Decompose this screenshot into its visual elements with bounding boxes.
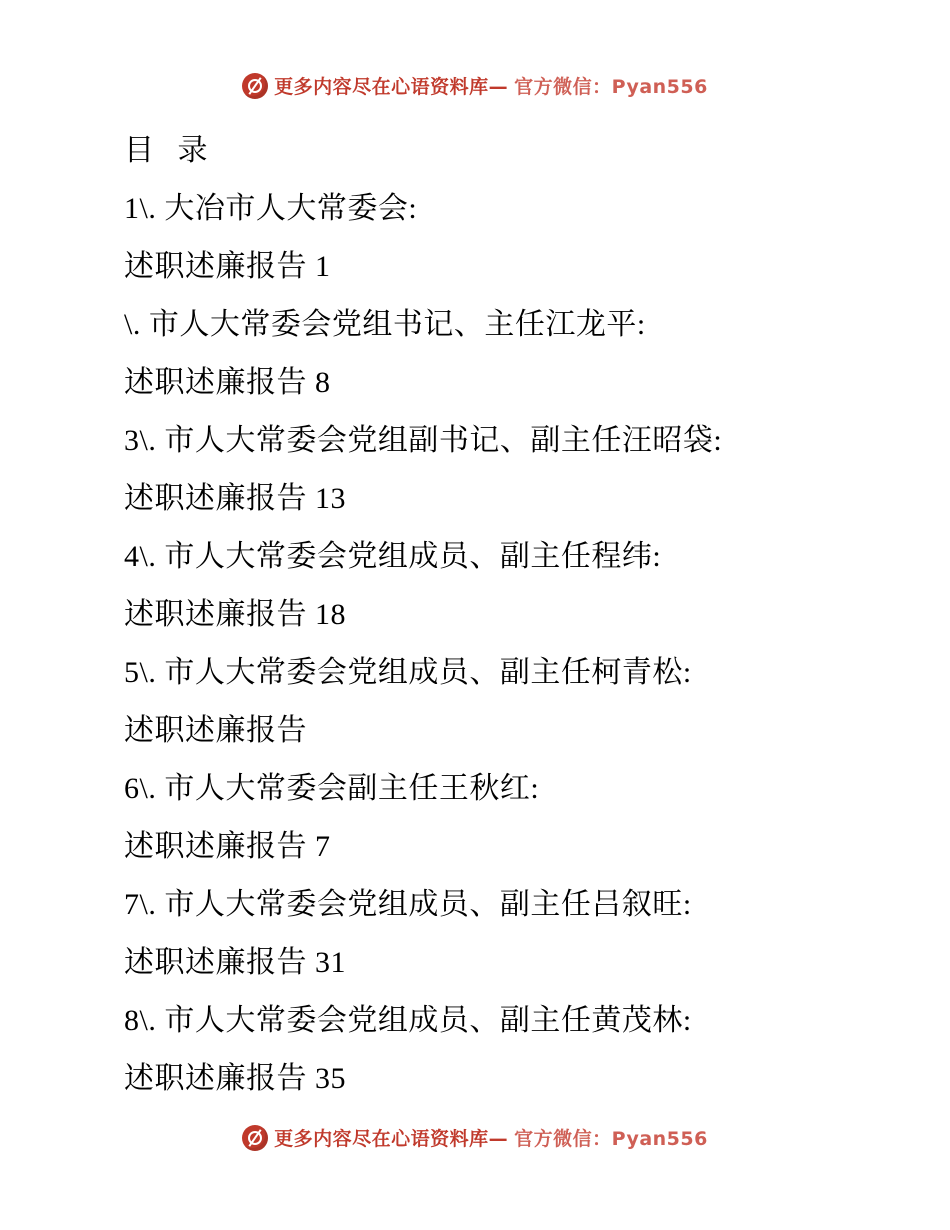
toc-entry-detail-8: 述职述廉报告 35 bbox=[124, 1062, 346, 1095]
toc-entry-detail-7: 述职述廉报告 31 bbox=[124, 946, 346, 979]
toc-entry-heading-2: \. 市人大常委会党组书记、主任江龙平: bbox=[124, 308, 646, 341]
toc-entry-detail-2: 述职述廉报告 8 bbox=[124, 366, 331, 399]
toc-entry-detail-3: 述职述廉报告 13 bbox=[124, 482, 346, 515]
document-content bbox=[124, 122, 864, 1108]
toc-entry-heading-3: 3\. 市人大常委会党组副书记、副主任汪昭袋: bbox=[124, 424, 723, 457]
toc-entry-detail-4: 述职述廉报告 18 bbox=[124, 598, 346, 631]
toc-entry-detail-6: 述职述廉报告 7 bbox=[124, 830, 331, 863]
watermark-sub-text: 官方微信：Pyan556 bbox=[514, 76, 708, 98]
watermark-top bbox=[0, 72, 950, 99]
circle-logo-icon bbox=[242, 73, 268, 99]
toc-entry-heading-7: 7\. 市人大常委会党组成员、副主任吕叙旺: bbox=[124, 888, 692, 921]
circle-logo-icon bbox=[242, 1125, 268, 1151]
page-title: 目 录 bbox=[124, 134, 216, 167]
toc-entry-heading-8: 8\. 市人大常委会党组成员、副主任黄茂林: bbox=[124, 1004, 692, 1037]
watermark-bottom bbox=[0, 1124, 950, 1151]
toc-entry-heading-1: 1\. 大冶市人大常委会: bbox=[124, 192, 418, 225]
watermark-sub-text: 官方微信：Pyan556 bbox=[514, 1128, 708, 1150]
toc-entry-heading-6: 6\. 市人大常委会副主任王秋红: bbox=[124, 772, 540, 805]
toc-entry-heading-5: 5\. 市人大常委会党组成员、副主任柯青松: bbox=[124, 656, 692, 689]
toc-entry-detail-5: 述职述廉报告 bbox=[124, 714, 307, 747]
toc-entry-detail-1: 述职述廉报告 1 bbox=[124, 250, 331, 283]
watermark-main-text: 更多内容尽在心语资料库— bbox=[274, 1128, 509, 1150]
watermark-main-text: 更多内容尽在心语资料库— bbox=[274, 76, 509, 98]
toc-entry-heading-4: 4\. 市人大常委会党组成员、副主任程纬: bbox=[124, 540, 662, 573]
